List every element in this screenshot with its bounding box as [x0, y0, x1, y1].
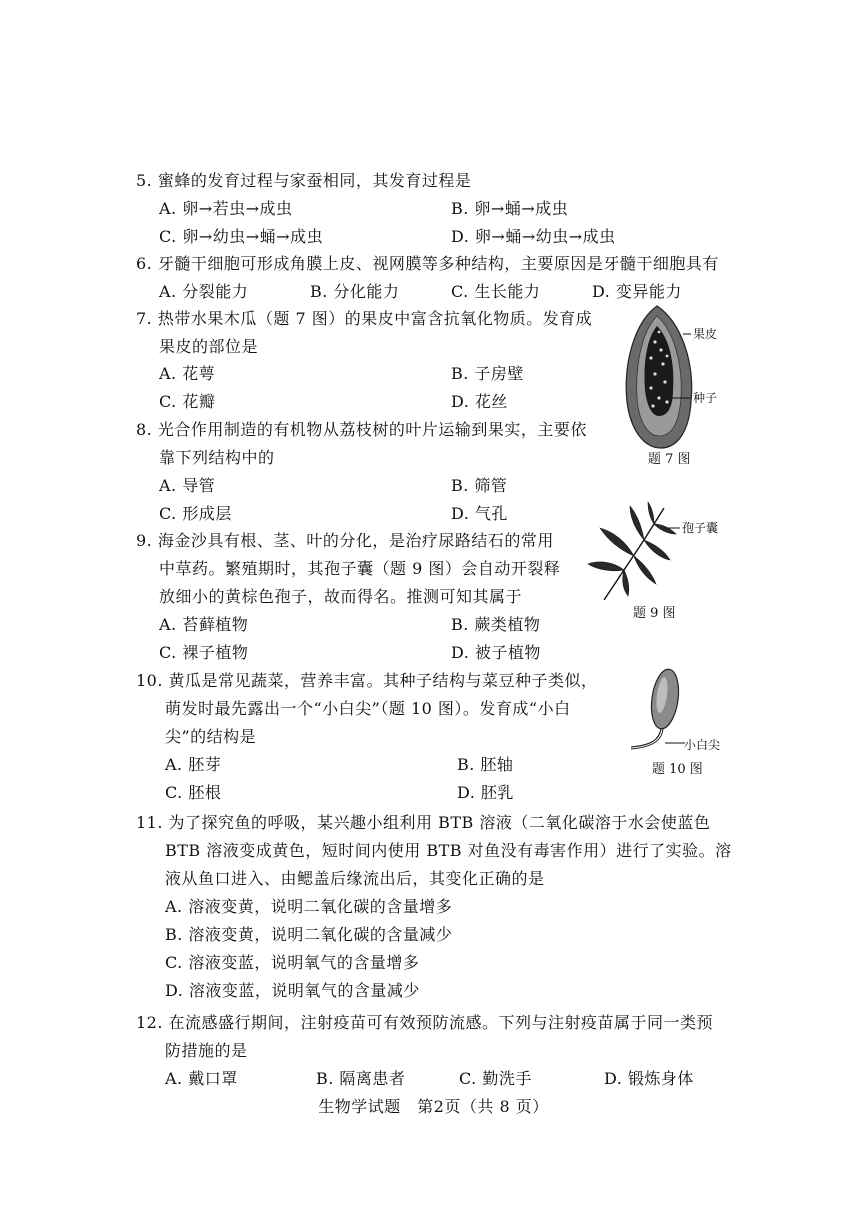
q8-option-a: A. 导管 [159, 476, 216, 495]
q12-stem-line1: 12. 在流感盛行期间，注射疫苗可有效预防流感。下列与注射疫苗属于同一类预 [136, 1013, 714, 1032]
q6-option-d: D. 变异能力 [592, 282, 682, 301]
q5-option-b: B. 卵→蛹→成虫 [451, 199, 569, 218]
fig7-caption: 题 7 图 [648, 452, 691, 467]
papaya-figure [615, 302, 725, 452]
q9-stem-line3: 放细小的黄棕色孢子，故而得名。推测可知其属于 [159, 587, 523, 606]
q8-stem-line2: 靠下列结构中的 [159, 448, 275, 467]
q7-option-a: A. 花萼 [159, 364, 216, 383]
q9-stem-line2: 中草药。繁殖期时，其孢子囊（题 9 图）会自动开裂释 [159, 559, 561, 578]
q6-stem: 6. 牙髓干细胞可形成角膜上皮、视网膜等多种结构，主要原因是牙髓干细胞具有 [136, 254, 719, 273]
q9-option-c: C. 裸子植物 [159, 643, 249, 662]
q11-option-b: B. 溶液变黄，说明二氧化碳的含量减少 [165, 925, 453, 944]
cucumber-seed-drawing [625, 665, 685, 755]
q11-stem-line2: BTB 溶液变成黄色，短时间内使用 BTB 对鱼没有毒害作用）进行了实验。溶 [165, 841, 732, 860]
q12-option-d: D. 锻炼身体 [604, 1069, 694, 1088]
q5-option-c: C. 卵→幼虫→蛹→成虫 [159, 227, 324, 246]
papaya-drawing [615, 302, 725, 452]
q8-option-c: C. 形成层 [159, 504, 232, 523]
fig9-caption: 题 9 图 [633, 606, 676, 621]
q9-option-d: D. 被子植物 [451, 643, 541, 662]
q12-option-a: A. 戴口罩 [165, 1069, 238, 1088]
q11-stem-line3: 液从鱼口进入、由鳃盖后缘流出后，其变化正确的是 [165, 869, 545, 888]
q5-stem: 5. 蜜蜂的发育过程与家蚕相同，其发育过程是 [136, 171, 472, 190]
q7-option-d: D. 花丝 [451, 392, 508, 411]
q10-option-a: A. 胚芽 [165, 755, 222, 774]
q10-stem-line3: 尖”的结构是 [165, 727, 257, 746]
q8-option-d: D. 气孔 [451, 504, 508, 523]
q11-option-c: C. 溶液变蓝，说明氧气的含量增多 [165, 953, 420, 972]
q8-option-b: B. 筛管 [451, 476, 508, 495]
q10-option-b: B. 胚轴 [457, 755, 514, 774]
q9-option-a: A. 苔藓植物 [159, 615, 249, 634]
fern-drawing [584, 500, 684, 605]
q12-stem-line2: 防措施的是 [165, 1041, 248, 1060]
q5-option-d: D. 卵→蛹→幼虫→成虫 [451, 227, 616, 246]
q7-stem-line2: 果皮的部位是 [159, 337, 259, 356]
q7-option-b: B. 子房壁 [451, 364, 524, 383]
fern-figure [584, 500, 684, 605]
page-footer: 生物学试题 第2页（共 8 页） [318, 1097, 549, 1116]
q10-stem-line2: 萌发时最先露出一个“小白尖”（题 10 图）。发育成“小白 [165, 699, 571, 718]
q10-option-d: D. 胚乳 [457, 783, 514, 802]
q11-option-a: A. 溶液变黄，说明二氧化碳的含量增多 [165, 897, 453, 916]
q11-option-d: D. 溶液变蓝，说明氧气的含量减少 [165, 981, 420, 1000]
cucumber-seed-figure [625, 665, 685, 755]
fig7-label-peel: 果皮 [693, 327, 718, 341]
q7-option-c: C. 花瓣 [159, 392, 216, 411]
fig9-label-sporangium: 孢子囊 [682, 521, 719, 535]
q10-option-c: C. 胚根 [165, 783, 222, 802]
q12-option-c: C. 勤洗手 [459, 1069, 532, 1088]
q9-stem-line1: 9. 海金沙具有根、茎、叶的分化，是治疗尿路结石的常用 [136, 531, 554, 550]
fig10-caption: 题 10 图 [652, 762, 703, 777]
q8-stem-line1: 8. 光合作用制造的有机物从荔枝树的叶片运输到果实，主要依 [136, 420, 587, 439]
q6-option-b: B. 分化能力 [310, 282, 400, 301]
fig7-label-seed: 种子 [693, 391, 718, 405]
q12-option-b: B. 隔离患者 [316, 1069, 406, 1088]
q6-option-a: A. 分裂能力 [159, 282, 249, 301]
q6-option-c: C. 生长能力 [451, 282, 541, 301]
q9-option-b: B. 蕨类植物 [451, 615, 541, 634]
fig10-label-tip: 小白尖 [684, 738, 721, 752]
q10-stem-line1: 10. 黄瓜是常见蔬菜，营养丰富。其种子结构与菜豆种子类似， [136, 671, 598, 690]
q11-stem-line1: 11. 为了探究鱼的呼吸，某兴趣小组利用 BTB 溶液（二氧化碳溶于水会使蓝色 [136, 813, 711, 832]
q7-stem-line1: 7. 热带水果木瓜（题 7 图）的果皮中富含抗氧化物质。发育成 [136, 309, 593, 328]
q5-option-a: A. 卵→若虫→成虫 [159, 199, 293, 218]
